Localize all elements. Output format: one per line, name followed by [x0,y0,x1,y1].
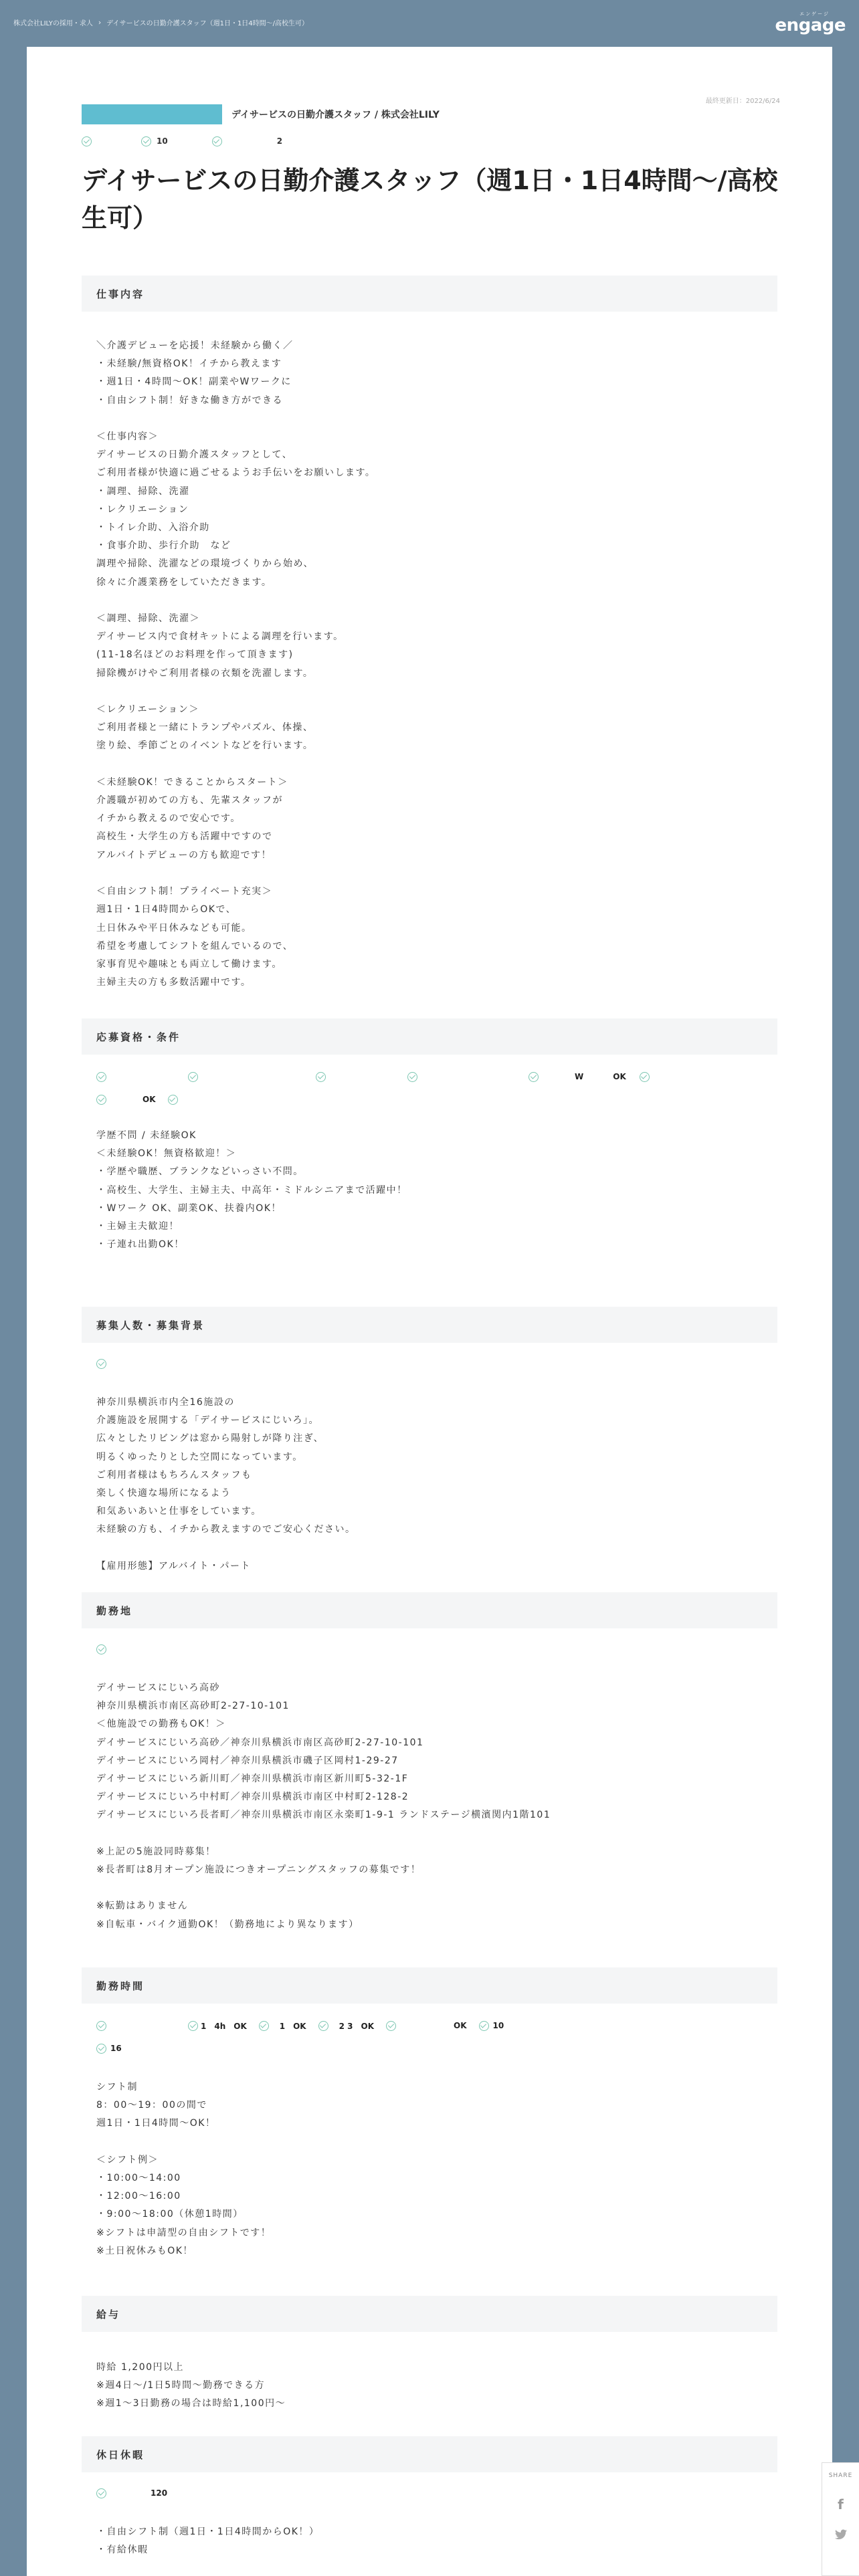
engage-logo[interactable] [772,11,846,37]
breadcrumb [13,17,308,27]
check-circle-icon [96,2021,106,2031]
check-item [168,1095,195,1105]
check-item: OK [386,2021,467,2031]
holiday-checks [96,2483,763,2503]
recruitment-description: 神奈川県横浜市内全16施設の 介護施設を展開する「デイサービスにじいろ」。 広々としたリビングは窓から陽射しが降り注ぎ、 明るくゆったりとした空間になっています。 ご利用者様はもちろんスタッフも 楽しく快適な場所になるよう 和気あいあいと仕事をしています。 未経験の方も、イチから教えますのでご安心ください。 【雇用形態】アルバイト・パート [96,1397,356,1572]
salary-description: 時給 1,200円以上 ※週4日〜/1日5時間〜勤務できる方 ※週1〜3日勤務の場合は時給1,100円〜 [96,2362,286,2409]
check-item: 1 4h OK [188,2020,247,2032]
section-location [82,1592,777,1934]
check-item [96,1644,106,1654]
qualification-description: 学歴不問 / 未経験OK ＜未経験OK！無資格歓迎！＞ ・学歴や職歴、ブランクなどいっさい不問。 ・高校生、大学生、主婦主夫、中高年・ミドルシニアまで活躍中！ ・Wワーク OK、副業OK、扶養内OK！ ・主婦主夫歓迎！ ・子連れ出勤OK！ [96,1130,407,1251]
logo-wordmark: engage [775,15,846,35]
company-row [82,104,440,124]
location-description: デイサービスにじいろ高砂 神奈川県横浜市南区高砂町2-27-10-101 ＜他施設での勤務もOK！＞ デイサービスにじいろ高砂／神奈川県横浜市南区高砂町2-27-10-101 デイサービスにじいろ岡村／神奈川県横浜市磯子区岡村1-29-27 デイサービスにじいろ新川町／神奈川県横浜市南区新川町5-32-1F デイサービスにじいろ中村町／神奈川県横浜市南区中村町2-128-2 デイサービスにじいろ長者町／神奈川県横浜市南区永楽町1-9-1 ランドステージ横濱関内1階101 ※上記の5施設同時募集！ ※長者町は8月オープン施設につきオープニングスタッフの募集です！ ※転勤はありません ※自転車・バイク通勤OK！（勤務地により異なります） [96,1683,551,1930]
check-circle-icon [96,2044,106,2054]
check-item [188,1072,215,1082]
logo-subtitle: エンゲージ [799,11,830,17]
check-item [316,1072,343,1082]
qualification-checks-row2 [96,1089,763,1109]
check-item: 1 OK [259,2020,306,2032]
check-circle-icon [82,136,92,146]
check-circle-icon [316,1072,326,1082]
check-circle-icon [212,136,222,146]
feature-tag [272,136,282,146]
job-title: デイサービスの日勤介護スタッフ（週1日・1日4時間〜/高校生可） [82,166,778,233]
facebook-icon[interactable]: f [838,2496,844,2512]
check-circle-icon [96,1072,106,1082]
section-heading: 応募資格・条件 [82,1018,777,1055]
check-circle-icon [640,1072,650,1082]
qualification-checks [96,1064,763,1089]
section-heading: 休日休暇 [82,2436,777,2472]
check-item [96,1359,106,1369]
check-item [96,2021,124,2031]
feature-tag [141,136,168,146]
check-item: 2 3 OK [318,2020,374,2032]
section-heading: 仕事内容 [82,276,777,312]
check-circle-icon [479,2021,489,2031]
feature-tag [212,136,227,146]
hours-checks [96,2013,763,2038]
section-salary [82,2296,777,2413]
section-heading: 勤務時間 [82,1967,777,2004]
check-item: OK [613,1072,626,1081]
check-circle-icon [188,1072,198,1082]
hours-description: シフト制 8：00〜19：00の間で 週1日・1日4時間〜OK！ ＜シフト例＞ ・10:00〜14:00 ・12:00〜16:00 ・9:00〜18:00（休憩1時間） ※シフトは申請型の自由シフトです！ ※土日祝休みもOK！ [96,2082,272,2256]
check-circle-icon [96,2488,106,2498]
feature-tag [82,136,97,146]
section-hours [82,1967,777,2260]
check-item: OK [96,1095,156,1105]
check-circle-icon [318,2021,328,2031]
check-item: 10 [479,2021,504,2031]
section-heading: 給与 [82,2296,777,2332]
top-bar [0,0,859,44]
check-circle-icon [96,1095,106,1105]
check-item [96,1072,124,1082]
twitter-icon[interactable] [835,2527,847,2543]
check-item [407,1072,435,1082]
company-name[interactable]: デイサービスの日勤介護スタッフ / 株式会社LILY [231,110,440,120]
section-work [82,276,777,992]
chevron-right-icon: › [98,17,102,27]
breadcrumb-company-link[interactable]: 株式会社LILYの採用・求人 [13,19,93,27]
section-holiday [82,2436,777,2559]
check-item [640,1072,667,1082]
company-color-bar [82,104,222,124]
check-circle-icon [259,2021,269,2031]
check-item: 16 [96,2044,122,2054]
location-checks [96,1639,763,1659]
check-circle-icon [188,2021,198,2031]
hours-checks-row2 [96,2038,763,2058]
check-circle-icon [168,1095,178,1105]
check-item: 120 [96,2488,167,2498]
section-qualifications [82,1018,777,1254]
check-circle-icon [141,136,151,146]
work-description: ＼介護デビューを応援！未経験から働く／ ・未経験/無資格OK！イチから教えます ・週1日・4時間〜OK！副業やWワークに ・自由シフト制！好きな働き方ができる ＜仕事内容＞ デイサービスの日勤介護スタッフとして、 ご利用者様が快適に過ごせるようお手伝いをお願いします。 ・調理、掃除、洗濯 ・レクリエーション ・トイレ介助、入浴介助 ・食事介助、歩行介助 など 調理や掃除、洗濯などの環境づくりから始め、 徐々に介護業務をしていただきます。 ＜調理、掃除、洗濯＞ デイサービス内で食材キットによる調理を行います。 (11-18名ほどのお料理を作って頂きます) 掃除機がけやご利用者様の衣類を洗濯します。 ＜レクリエーション＞ ご利用者様と一緒にトランプやパズル、体操、 塗り絵、季節ごとのイベントなどを行います。 ＜未経験OK！できることからスタート＞ 介護職が初めての方も、先輩スタッフが イチから教えるので安心です。 高校生・大学生の方も活躍中ですので アルバイトデビューの方も歓迎です！ ＜自由シフト制！プライベート充実＞ 週1日・1日4時間からOKで、 土日休みや平日休みなども可能。 希望を考慮してシフトを組んでいるので、 家事育児や趣味とも両立して働けます。 主婦主夫の方も多数活躍中です。 [96,340,376,988]
check-circle-icon [407,1072,417,1082]
section-heading: 募集人数・募集背景 [82,1307,777,1343]
holiday-description: ・自由シフト制（週1日・1日4時間からOK！） ・有給休暇 [96,2527,320,2556]
check-circle-icon [96,1359,106,1369]
section-heading: 勤務地 [82,1592,777,1628]
feature-tag-label: 10 [157,136,168,146]
job-card [27,47,832,2576]
feature-tags [82,135,326,147]
check-circle-icon [96,1644,106,1654]
feature-tag-label: 2 [276,136,283,146]
share-label: SHARE [828,2472,853,2479]
recruitment-checks [96,1354,763,1374]
breadcrumb-current: デイサービスの日勤介護スタッフ（週1日・1日4時間〜/高校生可） [106,19,309,27]
check-circle-icon [386,2021,396,2031]
check-circle-icon [529,1072,539,1082]
check-item: W [529,1072,583,1082]
share-widget [822,2462,859,2576]
last-updated: 最終更新日：2022/6/24 [705,98,780,105]
section-recruitment [82,1307,777,1576]
